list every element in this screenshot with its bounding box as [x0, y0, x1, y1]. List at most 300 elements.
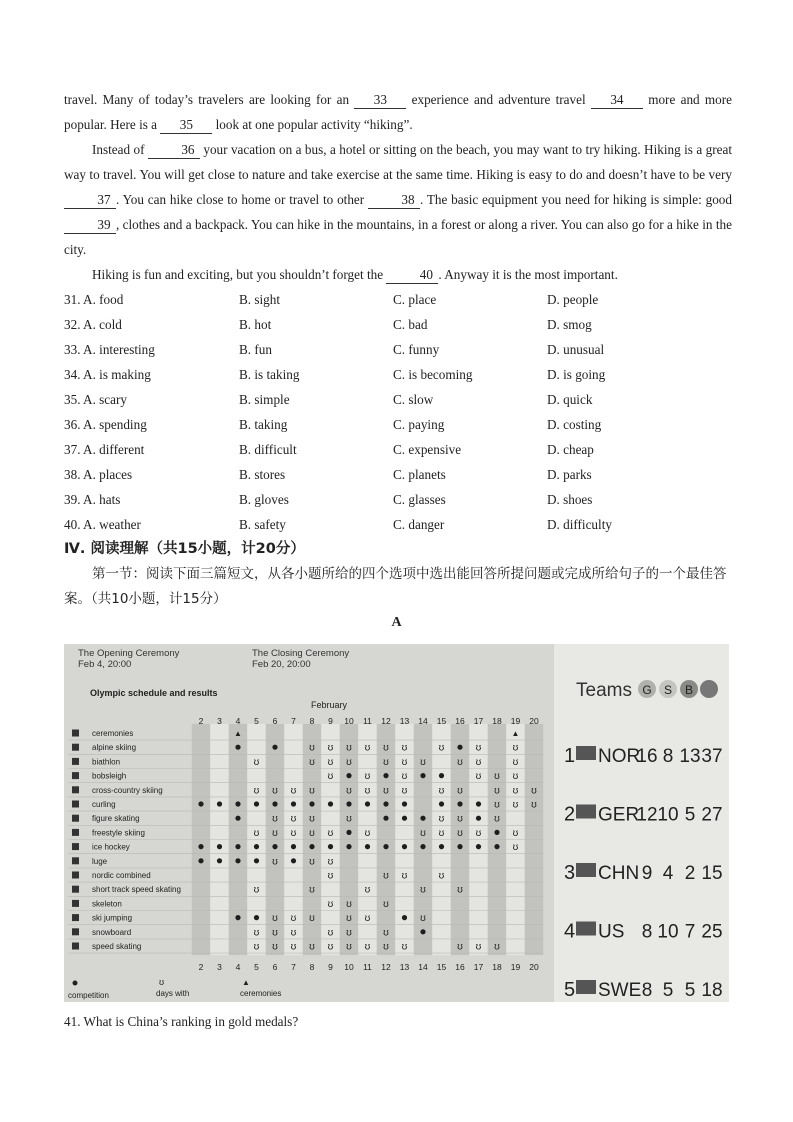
medal-day-mark: ʊ — [401, 941, 408, 953]
medal-day-mark: ʊ — [420, 913, 426, 925]
sport-icon — [72, 744, 79, 751]
day-label-top: 3 — [217, 716, 222, 726]
text: . Anyway it is the most important. — [438, 267, 618, 282]
medal-day-mark: ʊ — [309, 884, 315, 896]
passage-paragraph-1 — [64, 87, 732, 137]
text: . The basic equipment you need for hiking is simple: good — [419, 192, 732, 207]
total-icon — [700, 680, 718, 698]
medal-silver: 10 — [657, 921, 679, 943]
option-row-36 — [64, 412, 744, 437]
text: travel. Many of today’s travelers are looking for an — [64, 92, 355, 107]
medal-day-mark: ʊ — [309, 756, 315, 768]
medal-day-mark: ʊ — [253, 827, 260, 839]
medal-day-mark: ʊ — [512, 756, 519, 768]
competition-dot — [402, 816, 407, 821]
option-d[interactable]: D. shoes — [547, 492, 593, 507]
medal-day-mark: ʊ — [420, 756, 426, 768]
sport-icon — [72, 772, 79, 779]
medal-rank: 3 — [564, 862, 576, 884]
day-label-bottom: 13 — [399, 962, 410, 972]
medal-day-mark: ʊ — [531, 785, 537, 797]
sport-icon — [72, 730, 79, 737]
day-label-top: 5 — [254, 716, 259, 726]
medal-day-mark: ʊ — [253, 785, 260, 797]
competition-dot — [235, 915, 240, 920]
medal-gold: 8 — [641, 980, 653, 1001]
medal-day-mark: ʊ — [290, 827, 297, 839]
option-c[interactable]: C. slow — [393, 392, 434, 407]
medal-day-mark: ʊ — [364, 771, 371, 783]
flag-icon — [576, 863, 596, 877]
medal-day-mark: ʊ — [346, 941, 352, 953]
medal-day-mark: ʊ — [364, 884, 371, 896]
competition-dot — [383, 773, 388, 778]
sport-icon — [72, 815, 79, 822]
medal-day-mark: ʊ — [309, 827, 315, 839]
blank-38[interactable]: 38 — [368, 192, 420, 209]
medal-day-mark: ʊ — [327, 941, 334, 953]
month-label: February — [311, 700, 348, 710]
day-label-top: 9 — [328, 716, 333, 726]
competition-dot — [235, 844, 240, 849]
competition-dot — [346, 801, 351, 806]
competition-dot — [254, 858, 259, 863]
medal-silver: 10 — [657, 804, 679, 826]
text: . You can hike close to home or travel to other — [116, 192, 368, 207]
sport-label: bobsleigh — [92, 771, 127, 781]
option-c[interactable]: C. place — [393, 292, 437, 307]
medal-day-mark: ʊ — [438, 785, 445, 797]
competition-dot — [272, 745, 277, 750]
olympic-schedule-svg — [64, 644, 729, 1002]
option-b[interactable]: B. simple — [239, 392, 290, 407]
sport-label: ski jumping — [92, 913, 133, 923]
competition-dot — [291, 801, 296, 806]
option-b[interactable]: B. gloves — [239, 492, 289, 507]
closing-ceremony-title: The Closing Ceremony — [252, 648, 350, 659]
flag-icon — [576, 980, 596, 994]
medal-day-mark: ʊ — [346, 898, 352, 910]
medal-rank: 4 — [564, 920, 576, 943]
medal-day-mark: ʊ — [383, 941, 389, 953]
sport-icon — [72, 928, 79, 935]
legend-competition: competition — [68, 991, 109, 1000]
sport-label: biathlon — [92, 757, 121, 767]
blank-37[interactable]: 37 — [64, 192, 116, 209]
competition-dot — [346, 844, 351, 849]
sport-label: snowboard — [92, 927, 132, 937]
competition-dot — [235, 816, 240, 821]
medal-day-mark: ʊ — [457, 813, 463, 825]
option-a[interactable]: 37. A. different — [64, 442, 145, 457]
medal-silver: 5 — [662, 980, 674, 1001]
option-a[interactable]: 35. A. scary — [64, 392, 127, 407]
medal-day-mark: ʊ — [272, 856, 278, 868]
ceremony-legend-icon: ▲ — [242, 978, 250, 987]
medal-day-mark: ʊ — [383, 785, 389, 797]
competition-dot — [365, 801, 370, 806]
day-label-top: 11 — [363, 716, 372, 726]
medal-day-mark: ʊ — [272, 913, 278, 925]
ceremony-mark: ▲ — [234, 729, 242, 738]
medal-day-mark: ʊ — [346, 756, 352, 768]
blank-34[interactable]: 34 — [591, 92, 643, 109]
medal-bronze: 2 — [684, 863, 696, 884]
option-b[interactable]: B. safety — [239, 517, 286, 532]
sport-label: short track speed skating — [92, 885, 181, 895]
medal-day-mark: ʊ — [327, 756, 334, 768]
sport-icon — [72, 758, 79, 765]
day-label-bottom: 5 — [254, 962, 259, 972]
medal-total: 37 — [701, 746, 723, 767]
competition-dot — [457, 844, 462, 849]
competition-dot — [328, 844, 333, 849]
day-label-top: 6 — [272, 716, 278, 726]
competition-dot — [254, 801, 259, 806]
medal-bronze: 5 — [684, 804, 696, 826]
medal-team: US — [598, 921, 625, 943]
option-c[interactable]: C. expensive — [393, 442, 462, 457]
medal-day-mark: ʊ — [364, 941, 371, 953]
competition-dot — [494, 830, 499, 835]
legend-days-with: days with — [156, 989, 190, 998]
sport-label: luge — [92, 856, 108, 866]
blank-33[interactable]: 33 — [354, 92, 406, 109]
medal-day-mark: ʊ — [290, 785, 297, 797]
opening-ceremony-title: The Opening Ceremony — [78, 648, 180, 659]
competition-dot — [457, 745, 462, 750]
sport-icon — [72, 843, 79, 850]
competition-dot — [346, 830, 351, 835]
sport-label: nordic combined — [92, 871, 151, 880]
olympic-schedule-figure — [64, 644, 729, 1002]
competition-dot — [365, 844, 370, 849]
option-d[interactable]: D. smog — [547, 317, 592, 332]
competition-dot — [402, 915, 407, 920]
day-label-bottom: 10 — [344, 962, 354, 972]
medal-day-mark: ʊ — [457, 884, 463, 896]
flag-icon — [576, 746, 596, 760]
blank-40[interactable]: 40 — [386, 267, 438, 284]
medal-day-mark: ʊ — [457, 941, 463, 953]
medal-day-mark: ʊ — [383, 756, 389, 768]
medal-day-mark: ʊ — [494, 771, 500, 783]
medal-day-mark: ʊ — [364, 742, 371, 754]
competition-dot — [346, 773, 351, 778]
medal-day-mark: ʊ — [457, 785, 463, 797]
medal-day-mark: ʊ — [327, 870, 334, 882]
medal-day-mark: ʊ — [272, 927, 278, 939]
option-d[interactable]: D. is going — [547, 367, 606, 382]
competition-dot — [272, 801, 277, 806]
medal-day-mark: ʊ — [327, 927, 334, 939]
option-row-38 — [64, 462, 744, 487]
day-label-top: 4 — [235, 716, 241, 726]
option-a[interactable]: 33. A. interesting — [64, 342, 155, 357]
competition-dot — [439, 844, 444, 849]
sport-label: figure skating — [92, 814, 140, 824]
day-label-bottom: 9 — [328, 962, 333, 972]
competition-dot — [235, 858, 240, 863]
option-c[interactable]: C. danger — [393, 517, 445, 532]
medal-day-mark: ʊ — [309, 742, 315, 754]
option-d[interactable]: D. costing — [547, 417, 602, 432]
medal-day-mark: ʊ — [253, 756, 260, 768]
option-c[interactable]: C. funny — [393, 342, 440, 357]
option-c[interactable]: C. glasses — [393, 492, 446, 507]
medal-day-mark: ʊ — [346, 742, 352, 754]
text: Hiking is fun and exciting, but you shouldn’t forget the — [92, 267, 387, 282]
option-a[interactable]: 34. A. is making — [64, 367, 151, 382]
medal-day-mark: ʊ — [309, 856, 315, 868]
option-c[interactable]: C. is becoming — [393, 367, 473, 382]
medal-gold: 16 — [636, 746, 658, 767]
competition-dot — [476, 816, 481, 821]
competition-dot — [291, 844, 296, 849]
text: experience and adventure travel — [406, 92, 591, 107]
text: , clothes and a backpack. You can hike in the mountains, in a forest or along a river. You can also go for a hike in the city. — [64, 217, 732, 257]
medal-day-mark: ʊ — [438, 742, 445, 754]
medal-day-mark: ʊ — [512, 842, 519, 854]
sport-icon — [72, 872, 79, 879]
option-c[interactable]: C. bad — [393, 317, 428, 332]
competition-dot — [328, 801, 333, 806]
medal-day-mark: ʊ — [512, 785, 519, 797]
medal-bronze: 5 — [684, 980, 696, 1001]
day-label-top: 2 — [198, 716, 204, 726]
medal-total: 18 — [701, 980, 723, 1001]
option-d[interactable]: D. people — [547, 292, 599, 307]
medal-day-mark: ʊ — [475, 756, 482, 768]
option-b[interactable]: B. is taking — [239, 367, 300, 382]
option-b[interactable]: B. hot — [239, 317, 272, 332]
medal-team: GER — [598, 804, 640, 826]
competition-dot — [476, 801, 481, 806]
medal-day-mark: ʊ — [253, 941, 260, 953]
medal-rank: 5 — [564, 979, 576, 1001]
competition-dot — [420, 773, 425, 778]
option-b[interactable]: B. fun — [239, 342, 272, 357]
medal-total: 15 — [701, 863, 723, 884]
option-c[interactable]: C. paying — [393, 417, 445, 432]
passage-paragraph-2 — [64, 137, 732, 262]
medal-total: 25 — [701, 921, 723, 943]
teams-header: Teams — [576, 680, 632, 701]
day-label-top: 14 — [418, 716, 428, 726]
day-label-bottom: 16 — [455, 962, 465, 972]
competition-dot — [198, 858, 203, 863]
medal-day-mark: ʊ — [401, 756, 408, 768]
medal-day-mark: ʊ — [438, 870, 445, 882]
flag-icon — [576, 805, 596, 819]
sport-icon — [72, 914, 79, 921]
sport-icon — [72, 829, 79, 836]
medal-day-mark: ʊ — [309, 941, 315, 953]
medal-day-mark: ʊ — [475, 941, 482, 953]
competition-dot — [217, 858, 222, 863]
medal-day-mark: ʊ — [383, 742, 389, 754]
option-a[interactable]: 36. A. spending — [64, 417, 147, 432]
medal-day-mark: ʊ — [346, 785, 352, 797]
medal-day-mark: ʊ — [364, 827, 371, 839]
gold-header: G — [642, 683, 652, 697]
day-label-bottom: 6 — [272, 962, 278, 972]
medal-team: CHN — [598, 863, 640, 884]
competition-dot — [254, 844, 259, 849]
sport-icon — [72, 886, 79, 893]
silver-header: S — [663, 683, 673, 697]
medal-day-mark: ʊ — [401, 771, 408, 783]
medal-day-mark: ʊ — [272, 827, 278, 839]
option-row-33 — [64, 337, 744, 362]
medal-day-mark: ʊ — [383, 927, 389, 939]
blank-36[interactable]: 36 — [148, 142, 200, 159]
medal-day-mark: ʊ — [475, 742, 482, 754]
option-d[interactable]: D. quick — [547, 392, 593, 407]
medal-day-mark: ʊ — [253, 927, 260, 939]
day-label-bottom: 19 — [510, 962, 521, 972]
competition-dot — [402, 844, 407, 849]
competition-dot — [420, 929, 425, 934]
competition-dot — [439, 801, 444, 806]
day-label-bottom: 7 — [291, 962, 296, 972]
competition-dot — [309, 844, 314, 849]
sport-label: freestyle skiing — [92, 828, 145, 838]
option-row-31 — [64, 287, 744, 312]
sport-label: skeleton — [92, 899, 122, 909]
day-label-bottom: 15 — [436, 962, 447, 972]
day-label-bottom: 20 — [529, 962, 539, 972]
sport-icon — [72, 786, 79, 793]
option-c[interactable]: C. planets — [393, 467, 446, 482]
medal-day-mark: ʊ — [494, 785, 500, 797]
medal-day-mark: ʊ — [290, 913, 297, 925]
bronze-header: B — [684, 683, 694, 697]
medal-day-mark: ʊ — [253, 884, 260, 896]
medal-team: SWE — [598, 980, 642, 1001]
option-row-32 — [64, 312, 744, 337]
day-label-top: 17 — [473, 716, 484, 726]
medal-day-mark: ʊ — [420, 884, 426, 896]
medal-day-mark: ʊ — [475, 827, 482, 839]
day-label-top: 15 — [436, 716, 447, 726]
sport-icon — [72, 857, 79, 864]
medal-gold: 9 — [641, 863, 653, 884]
medal-day-mark: ʊ — [401, 870, 408, 882]
medal-day-mark: ʊ — [290, 813, 297, 825]
medal-gold: 8 — [641, 921, 653, 943]
medal-day-mark: ʊ — [401, 785, 408, 797]
day-label-top: 18 — [492, 716, 502, 726]
medal-day-mark: ʊ — [512, 771, 519, 783]
competition-dot — [272, 844, 277, 849]
medal-day-mark: ʊ — [364, 913, 371, 925]
medal-team: NOR — [598, 746, 641, 767]
medal-day-mark: ʊ — [383, 870, 389, 882]
section-instructions: 第一节：阅读下面三篇短文，从各小题所给的四个选项中选出能回答所提问题或完成所给句子的一个最佳答案。（共10小题，计15分） — [64, 566, 727, 607]
medal-day-mark: ʊ — [457, 756, 463, 768]
medal-day-mark: ʊ — [346, 913, 352, 925]
day-label-top: 10 — [344, 716, 354, 726]
medal-day-mark: ʊ — [272, 785, 278, 797]
question-41: 41. What is China’s ranking in gold medals? — [64, 1014, 299, 1029]
medal-day-mark: ʊ — [309, 813, 315, 825]
competition-dot — [439, 773, 444, 778]
medal-bronze: 7 — [684, 921, 696, 943]
option-d[interactable]: D. cheap — [547, 442, 594, 457]
medal-day-mark: ʊ — [383, 898, 389, 910]
option-a[interactable]: 39. A. hats — [64, 492, 121, 507]
competition-dot — [383, 844, 388, 849]
competition-dot — [217, 844, 222, 849]
sport-icon — [72, 900, 79, 907]
medal-day-mark: ʊ — [290, 927, 297, 939]
medal-day-mark: ʊ — [438, 827, 445, 839]
medal-silver: 8 — [662, 746, 674, 767]
option-row-37 — [64, 437, 744, 462]
medal-day-mark: ʊ — [512, 799, 519, 811]
medal-rank: 2 — [564, 803, 576, 826]
ceremony-mark: ▲ — [511, 729, 520, 738]
medal-legend-icon: ʊ — [159, 977, 165, 987]
option-a[interactable]: 31. A. food — [64, 292, 124, 307]
option-b[interactable]: B. stores — [239, 467, 286, 482]
day-label-bottom: 3 — [217, 962, 222, 972]
medal-day-mark: ʊ — [346, 813, 352, 825]
blank-39[interactable]: 39 — [64, 217, 116, 234]
option-b[interactable]: B. difficult — [239, 442, 297, 457]
day-label-top: 16 — [455, 716, 465, 726]
day-label-top: 13 — [399, 716, 410, 726]
day-label-bottom: 18 — [492, 962, 502, 972]
day-label-bottom: 12 — [381, 962, 391, 972]
sport-label: ceremonies — [92, 729, 134, 738]
option-a[interactable]: 32. A. cold — [64, 317, 122, 332]
competition-dot — [198, 801, 203, 806]
option-d[interactable]: D. parks — [547, 467, 592, 482]
medal-day-mark: ʊ — [512, 827, 519, 839]
sport-label: ice hockey — [92, 842, 130, 852]
competition-dot — [383, 801, 388, 806]
medal-day-mark: ʊ — [420, 827, 426, 839]
medal-day-mark: ʊ — [327, 771, 334, 783]
medal-day-mark: ʊ — [309, 913, 315, 925]
passage-paragraph-3 — [64, 262, 732, 287]
day-label-top: 12 — [381, 716, 391, 726]
option-a[interactable]: 38. A. places — [64, 467, 133, 482]
medal-day-mark: ʊ — [327, 856, 334, 868]
blank-35[interactable]: 35 — [160, 117, 212, 134]
sport-label: cross-country skiing — [92, 785, 163, 795]
passage-letter: A — [391, 615, 402, 630]
option-d[interactable]: D. unusual — [547, 342, 605, 357]
medal-day-mark: ʊ — [327, 742, 334, 754]
option-d[interactable]: D. difficulty — [547, 517, 612, 532]
day-label-bottom: 4 — [235, 962, 241, 972]
option-a[interactable]: 40. A. weather — [64, 517, 141, 532]
medal-day-mark: ʊ — [272, 941, 278, 953]
medal-day-mark: ʊ — [272, 813, 278, 825]
option-b[interactable]: B. taking — [239, 417, 288, 432]
medal-day-mark: ʊ — [309, 785, 315, 797]
schedule-title: Olympic schedule and results — [90, 688, 218, 698]
text: look at one popular activity “hiking”. — [212, 117, 413, 132]
medal-day-mark: ʊ — [327, 898, 334, 910]
competition-dot — [383, 816, 388, 821]
medal-day-mark: ʊ — [401, 742, 408, 754]
option-row-34 — [64, 362, 744, 387]
option-b[interactable]: B. sight — [239, 292, 281, 307]
